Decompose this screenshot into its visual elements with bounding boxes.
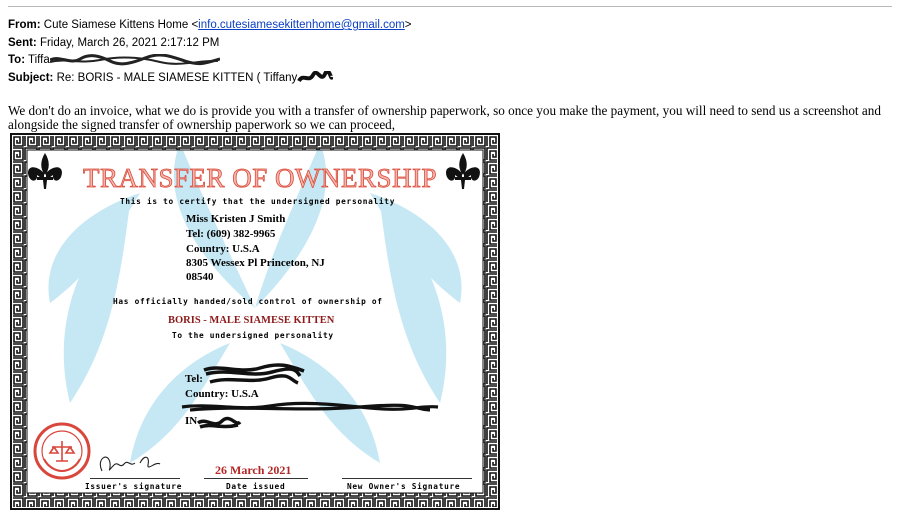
redaction-scribble-icon bbox=[196, 415, 242, 431]
redaction-scribble-icon bbox=[50, 54, 220, 66]
from-line: From: Cute Siamese Kittens Home <info.cutesiamesekittenhome@gmail.com> bbox=[8, 19, 412, 31]
redaction-scribble-icon bbox=[180, 399, 440, 415]
from-label: From: bbox=[8, 19, 41, 31]
subject-line bbox=[8, 71, 333, 85]
sent-line bbox=[8, 36, 219, 50]
official-seal bbox=[35, 424, 89, 478]
seller-tel: Tel: (609) 382-9965 bbox=[186, 228, 276, 240]
certify-line: This is to certify that the undersigned personality bbox=[120, 197, 396, 206]
date-line bbox=[204, 478, 308, 479]
sent-label: Sent: bbox=[8, 37, 37, 49]
pet-name: BORIS - MALE SIAMESE KITTEN bbox=[168, 315, 335, 326]
buyer-country: Country: U.S.A bbox=[185, 388, 259, 400]
buyer-in: IN bbox=[185, 415, 198, 427]
redaction-scribble-icon bbox=[200, 362, 310, 388]
issuer-signature-label: Issuer's signature bbox=[85, 482, 183, 491]
fleur-de-lis-right bbox=[446, 153, 480, 189]
to-line-cert: To the undersigned personality bbox=[172, 331, 334, 340]
to-label: To: bbox=[8, 54, 26, 66]
from-email-link[interactable]: info.cutesiamesekittenhome@gmail.com bbox=[198, 19, 405, 31]
seller-country: Country: U.S.A bbox=[186, 243, 260, 255]
sent-value: Friday, March 26, 2021 2:17:12 PM bbox=[39, 37, 220, 49]
date-issued-label: Date issued bbox=[226, 482, 286, 491]
handed-line: Has officially handed/sold control of ownership of bbox=[113, 297, 383, 306]
date-issued-value: 26 March 2021 bbox=[215, 463, 292, 477]
to-value: Tiffa bbox=[28, 54, 50, 66]
new-owner-signature-label: New Owner's Signature bbox=[347, 482, 461, 491]
to-line bbox=[8, 53, 220, 67]
certificate-title: TRANSFER OF OWNERSHIP bbox=[82, 163, 438, 193]
new-owner-signature-line bbox=[342, 478, 472, 479]
redaction-scribble-icon bbox=[297, 71, 333, 85]
issuer-signature-scribble bbox=[100, 457, 160, 471]
subject-label: Subject: bbox=[8, 72, 54, 85]
top-divider bbox=[8, 6, 892, 7]
seller-address-1: 8305 Wessex Pl Princeton, NJ bbox=[186, 257, 325, 269]
fleur-de-lis-left bbox=[28, 153, 62, 189]
subject-value: Re: BORIS - MALE SIAMESE KITTEN ( Tiffany bbox=[56, 72, 298, 85]
issuer-signature-line bbox=[90, 478, 180, 479]
buyer-tel: Tel: bbox=[185, 373, 203, 385]
from-name: Cute Siamese Kittens Home bbox=[43, 19, 189, 31]
email-body: We don't do an invoice, what we do is provide you with a transfer of ownership paperwork, so once you make the payment, you will need to send us a screenshot and alongside the signed transfer of ownership paperwork so we can proceed, bbox=[8, 103, 881, 132]
seller-address-2: 08540 bbox=[186, 271, 214, 283]
ownership-certificate bbox=[10, 133, 500, 510]
seller-name: Miss Kristen J Smith bbox=[186, 213, 286, 225]
